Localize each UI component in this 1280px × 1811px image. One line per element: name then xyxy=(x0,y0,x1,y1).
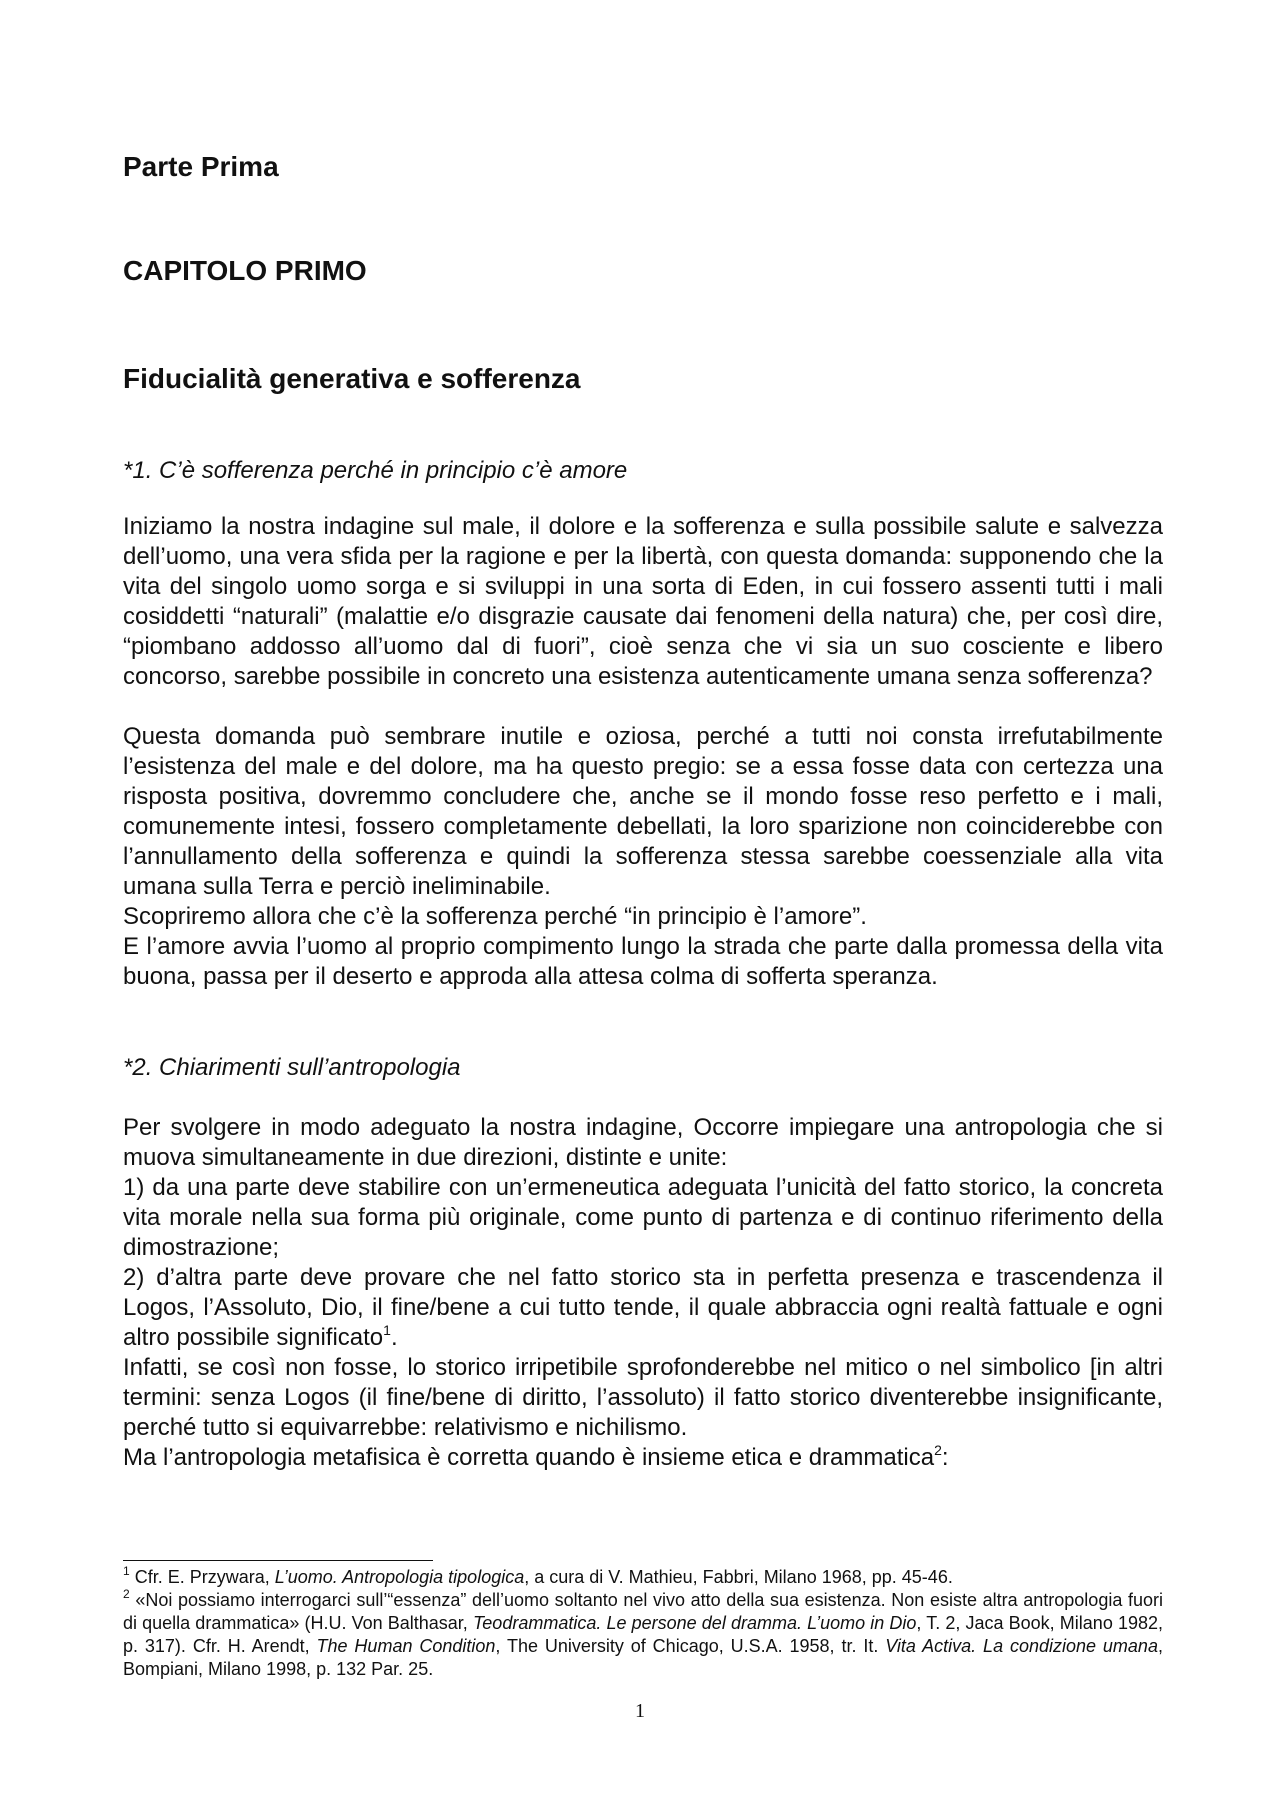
footnote-2-number: 2 xyxy=(123,1587,130,1601)
ma-text: Ma l’antropologia metafisica è corretta quando è insieme etica e drammatica xyxy=(123,1444,935,1471)
footnote-2-mid-1: , T. 2, Jaca Book, Milano 1982, p. 317). Cfr. H. Arendt, xyxy=(123,1613,1164,1656)
section-2-point-1: 1) da una parte deve stabilire con un’ermeneutica adeguata l’unicità del fatto storico, la concreta vita morale nella sua forma più originale, come punto di partenza e di continuo riferimento della dimostrazione; xyxy=(123,1174,1163,1261)
chapter-title: Fiducialità generativa e sofferenza xyxy=(123,363,581,394)
point-2-end: . xyxy=(390,1324,398,1351)
footnote-2-post: , Bompiani, Milano 1998, p. 132 Par. 25. xyxy=(123,1636,1163,1679)
part-heading: Parte Prima xyxy=(123,151,279,182)
footnote-2 xyxy=(123,1589,1163,1681)
section-2-intro-paragraph: Per svolgere in modo adeguato la nostra indagine, Occorre impiegare una antropologia che si muova simultaneamente in due direzioni, distinte e unite: xyxy=(123,1114,1163,1171)
ma-end: : xyxy=(941,1444,949,1471)
footnote-1 xyxy=(123,1566,1163,1589)
section-1-question-paragraph: Questa domanda può sembrare inutile e oziosa, perché a tutti noi consta irrefutabilmente l’esistenza del male e del dolore, ma ha questo pregio: se a essa fosse data con certezza una risposta positiva, dovremmo concludere che, anche se il mondo fosse reso perfetto e i mali, comunemente intesi, fossero completamente debellati, la loro sparizione non coinciderebbe con l’annullamento della sofferenza e quindi la sofferenza stessa sarebbe coessenziale alla vita umana sulla Terra e perciò ineliminabile. xyxy=(123,723,1163,900)
footnotes xyxy=(123,1566,1163,1681)
footnote-1-number: 1 xyxy=(123,1564,130,1578)
section-1-love-paragraph: E l’amore avvia l’uomo al proprio compimento lungo la strada che parte dalla promessa della vita buona, passa per il deserto e approda alla attesa colma di sofferta speranza. xyxy=(123,933,1163,990)
footnote-2-title-3: Vita Activa. La condizione umana xyxy=(885,1636,1158,1656)
footnote-ref-1[interactable]: 1 xyxy=(383,1322,391,1338)
footnote-divider xyxy=(123,1560,433,1561)
footnote-2-quote: «Noi possiamo interrogarci sull’“essenza” dell’uomo soltanto nel vivo atto della sua esistenza. Non esiste altra antropologia fuori di quella drammatica» (H.U. Von Balthasar, xyxy=(123,1590,1163,1633)
footnote-2-title-2: The Human Condition xyxy=(316,1636,496,1656)
section-2-point-2 xyxy=(123,1263,1163,1353)
page-number: 1 xyxy=(635,1700,645,1722)
chapter-heading: CAPITOLO PRIMO xyxy=(123,255,367,286)
section-2-ma-paragraph xyxy=(123,1443,1163,1473)
section-1-discovery-paragraph: Scopriremo allora che c’è la sofferenza perché “in principio è l’amore”. xyxy=(123,903,867,930)
section-1-title: *1. C’è sofferenza perché in principio c’è amore xyxy=(123,457,628,484)
footnote-1-post: , a cura di V. Mathieu, Fabbri, Milano 1968, pp. 45-46. xyxy=(524,1567,953,1587)
section-1-intro-paragraph: Iniziamo la nostra indagine sul male, il dolore e la sofferenza e sulla possibile salute e salvezza dell’uomo, una vera sfida per la ragione e per la libertà, con questa domanda: supponendo che la vita del singolo uomo sorga e si sviluppi in una sorta di Eden, in cui fossero assenti tutti i mali cosiddetti “naturali” (malattie e/o disgrazie causate dai fenomeni della natura) che, per così dire, “piombano addosso all’uomo dal di fuori”, cioè senza che vi sia un suo cosciente e libero concorso, sarebbe possibile in concreto una esistenza autenticamente umana senza sofferenza? xyxy=(123,513,1163,690)
footnote-1-title: L’uomo. Antropologia tipologica xyxy=(274,1567,525,1587)
footnote-1-pre: Cfr. E. Przywara, xyxy=(129,1567,275,1587)
footnote-2-mid-2: , The University of Chicago, U.S.A. 1958, tr. It. xyxy=(495,1636,886,1656)
footnote-2-title-1: Teodrammatica. Le persone del dramma. L’uomo in Dio xyxy=(472,1613,917,1633)
point-2-text: 2) d’altra parte deve provare che nel fatto storico sta in perfetta presenza e trascendenza il Logos, l’Assoluto, Dio, il fine/bene a cui tutto tende, il quale abbraccia ogni realtà fattuale e ogni altro possibile significato xyxy=(123,1264,1163,1351)
footnote-ref-2[interactable]: 2 xyxy=(934,1442,942,1458)
section-2-title: *2. Chiarimenti sull’antropologia xyxy=(123,1054,461,1081)
section-2-infatti-paragraph: Infatti, se così non fosse, lo storico irripetibile sprofonderebbe nel mitico o nel simbolico [in altri termini: senza Logos (il fine/bene di diritto, l’assoluto) il fatto storico diventerebbe insignificante, perché tutto si equivarrebbe: relativismo e nichilismo. xyxy=(123,1354,1163,1441)
